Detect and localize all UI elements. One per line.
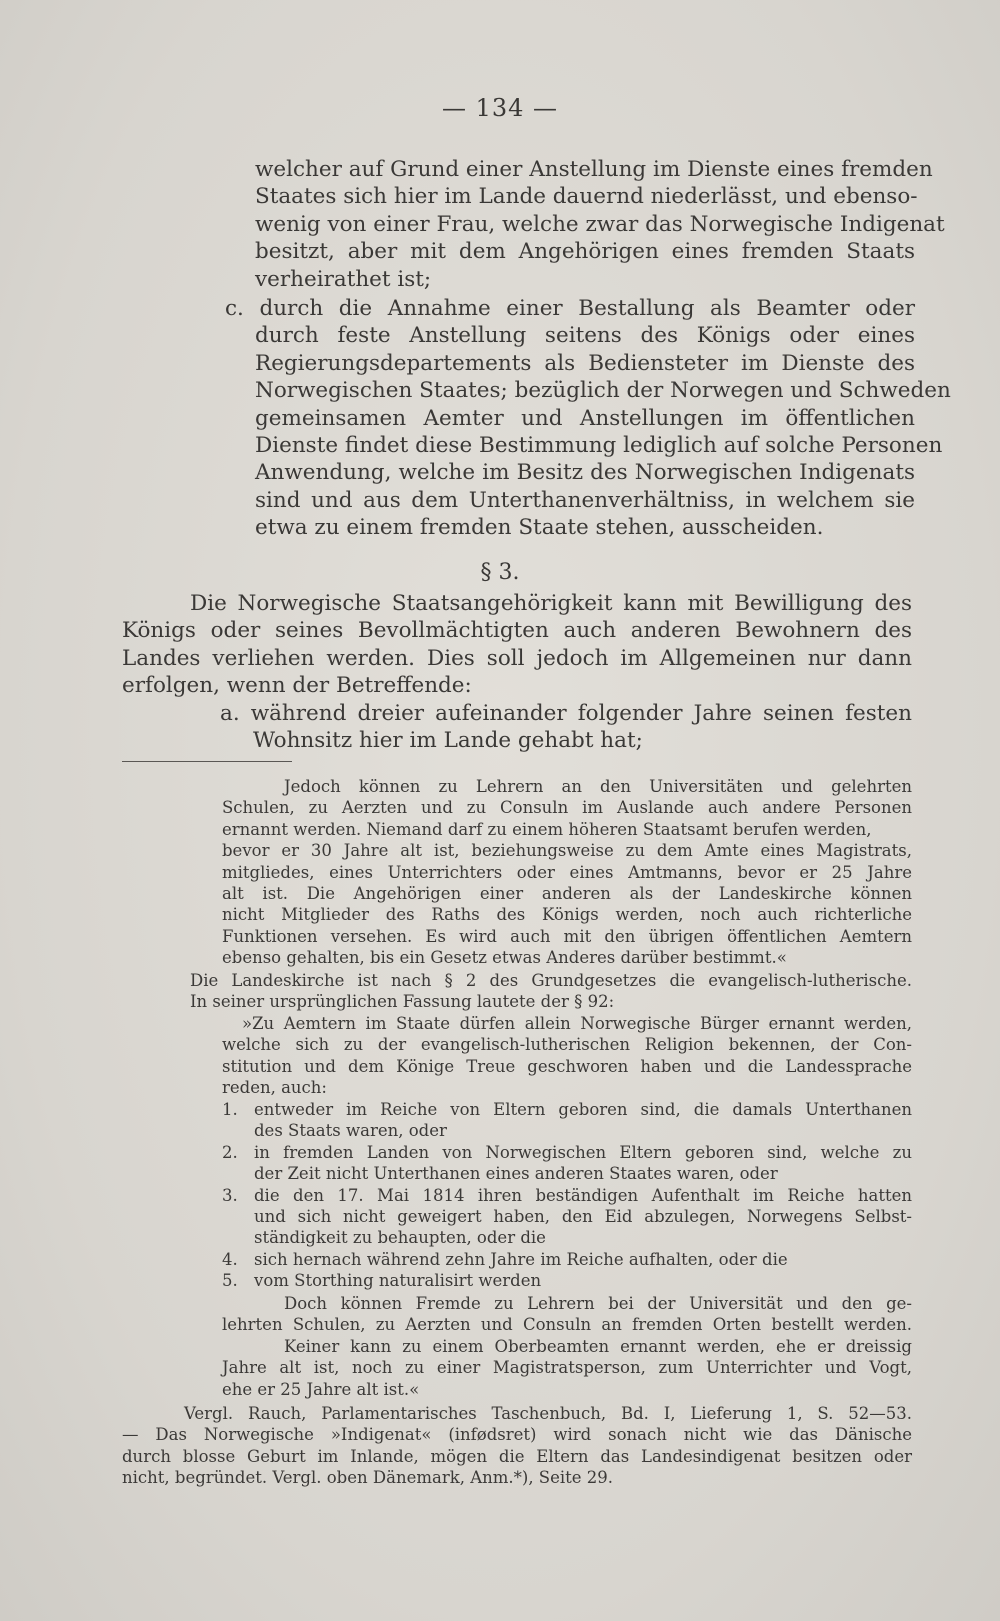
footnote-numbered-list bbox=[222, 1099, 912, 1292]
text-line: ständigkeit zu behaupten, oder die bbox=[254, 1228, 546, 1248]
text-line: Anwendung, welche im Besitz des Norwegischen Indigenats bbox=[255, 460, 915, 486]
text-line: wenig von einer Frau, welche zwar das Norwegische Indigenat bbox=[255, 211, 945, 237]
list-number: 1. bbox=[222, 1100, 238, 1119]
text-line: sind und aus dem Unterthanenverhältniss, in welchem sie bbox=[255, 487, 915, 513]
text-line: Regierungsdepartements als Bediensteter im Dienste des bbox=[255, 350, 915, 376]
text-line: des Staats waren, oder bbox=[254, 1121, 447, 1141]
text-line: Königs oder seines Bevollmächtigten auch anderen Bewohnern des bbox=[122, 618, 912, 644]
text-line: Schulen, zu Aerzten und zu Consuln im Auslande auch andere Personen bbox=[222, 798, 912, 818]
text-line: »Zu Aemtern im Staate dürfen allein Norwegische Bürger ernannt werden, bbox=[242, 1014, 912, 1033]
list-item bbox=[222, 1270, 912, 1291]
footnote-quote-end bbox=[222, 1293, 912, 1400]
text-line: besitzt, aber mit dem Angehörigen eines fremden Staats bbox=[255, 239, 915, 265]
text-line: und sich nicht geweigert haben, den Eid abzulegen, Norwegens Selbst- bbox=[254, 1207, 912, 1227]
text-line: Keiner kann zu einem Oberbeamten ernannt werden, ehe er dreissig bbox=[284, 1336, 912, 1356]
text-line: welcher auf Grund einer Anstellung im Dienste eines fremden bbox=[255, 157, 933, 182]
list-item bbox=[222, 1185, 912, 1249]
text-line: durch blosse Geburt im Inlande, mögen die Eltern das Landesindigenat besitzen oder bbox=[122, 1446, 912, 1466]
text-line: durch feste Anstellung seitens des Königs oder eines bbox=[255, 323, 915, 349]
text-line: Jahre alt ist, noch zu einer Magistratsperson, zum Unterrichter und Vogt, bbox=[222, 1358, 912, 1378]
text-line: Dienste findet diese Bestimmung lediglich auf solche Personen bbox=[255, 433, 943, 459]
text-line: reden, auch: bbox=[222, 1078, 327, 1098]
section-heading: § 3. bbox=[480, 560, 520, 585]
text-line: Vergl. Rauch, Parlamentarisches Taschenbuch, Bd. I, Lieferung 1, S. 52—53. bbox=[184, 1404, 912, 1423]
text-line: In seiner ursprünglichen Fassung lautete der § 92: bbox=[190, 992, 615, 1012]
text-line: entweder im Reiche von Eltern geboren sind, die damals Unterthanen bbox=[254, 1100, 912, 1119]
text-line: gemeinsamen Aemter und Anstellungen im öffentlichen bbox=[255, 405, 915, 431]
text-line: welche sich zu der evangelisch-lutherischen Religion bekennen, der Con- bbox=[222, 1035, 912, 1055]
text-line: stitution und dem Könige Treue geschworen haben und die Landessprache bbox=[222, 1056, 912, 1076]
text-line: — Das Norwegische »Indigenat« (infødsret) wird sonach nicht wie das Dänische bbox=[122, 1425, 912, 1445]
text-line: in fremden Landen von Norwegischen Eltern geboren sind, welche zu bbox=[254, 1142, 912, 1162]
text-line: Wohnsitz hier im Lande gehabt hat; bbox=[253, 728, 643, 754]
list-number: 3. bbox=[222, 1185, 238, 1205]
text-line: ernannt werden. Niemand darf zu einem höheren Staatsamt berufen werden, bbox=[222, 819, 872, 839]
list-number: 4. bbox=[222, 1249, 238, 1269]
list-number: 2. bbox=[222, 1142, 238, 1162]
footnote-separator bbox=[122, 761, 292, 762]
text-line: Jedoch können zu Lehrern an den Universitäten und gelehrten bbox=[284, 777, 912, 796]
text-line: a. während dreier aufeinander folgender Jahre seinen festen bbox=[220, 701, 912, 726]
text-line: ebenso gehalten, bis ein Gesetz etwas Anderes darüber bestimmt.« bbox=[222, 948, 787, 968]
footnote-continuation bbox=[222, 776, 912, 969]
text-line: Die Landeskirche ist nach § 2 des Grundgesetzes die evangelisch-lutherische. bbox=[190, 971, 912, 990]
paragraph-c bbox=[225, 295, 951, 542]
list-item bbox=[222, 1142, 912, 1185]
list-item bbox=[222, 1099, 912, 1142]
list-item bbox=[222, 1249, 912, 1270]
text-line: die den 17. Mai 1814 ihren beständigen Aufenthalt im Reiche hatten bbox=[254, 1185, 912, 1205]
text-line: Staates sich hier im Lande dauernd niederlässt, und ebenso- bbox=[255, 184, 918, 210]
text-line: Norwegischen Staates; bezüglich der Norwegen und Schweden bbox=[255, 378, 951, 404]
footnote-quote bbox=[222, 1013, 912, 1099]
paragraph-section-3 bbox=[122, 590, 912, 700]
text-line: bevor er 30 Jahre alt ist, beziehungsweise zu dem Amte eines Magistrats, bbox=[222, 841, 912, 861]
text-line: c. durch die Annahme einer Bestallung als Beamter oder bbox=[225, 296, 915, 321]
text-line: nicht Mitglieder des Raths des Königs werden, noch auch richterliche bbox=[222, 905, 912, 925]
text-line: Doch können Fremde zu Lehrern bei der Universität und den ge- bbox=[284, 1294, 912, 1313]
text-line: Funktionen versehen. Es wird auch mit den übrigen öffentlichen Aemtern bbox=[222, 926, 912, 946]
text-line: Landes verliehen werden. Dies soll jedoch im Allgemeinen nur dann bbox=[122, 645, 912, 671]
text-line: etwa zu einem fremden Staate stehen, ausscheiden. bbox=[255, 515, 824, 541]
footnote-reference bbox=[122, 1403, 912, 1489]
paragraph-b-continuation bbox=[255, 156, 945, 293]
text-line: mitgliedes, eines Unterrichters oder eines Amtmanns, bevor er 25 Jahre bbox=[222, 862, 912, 882]
text-line: nicht, begründet. Vergl. oben Dänemark, Anm.*), Seite 29. bbox=[122, 1468, 614, 1488]
text-line: vom Storthing naturalisirt werden bbox=[254, 1271, 542, 1291]
text-line: erfolgen, wenn der Betreffende: bbox=[122, 673, 472, 699]
text-line: lehrten Schulen, zu Aerzten und Consuln an fremden Orten bestellt werden. bbox=[222, 1315, 912, 1335]
text-line: sich hernach während zehn Jahre im Reiche aufhalten, oder die bbox=[254, 1249, 788, 1269]
text-line: ehe er 25 Jahre alt ist.« bbox=[222, 1379, 420, 1399]
text-line: alt ist. Die Angehörigen einer anderen als der Landeskirche können bbox=[222, 884, 912, 904]
text-line: Die Norwegische Staatsangehörigkeit kann mit Bewilligung des bbox=[190, 591, 912, 616]
list-number: 5. bbox=[222, 1271, 238, 1291]
text-line: der Zeit nicht Unterthanen eines anderen Staates waren, oder bbox=[254, 1164, 778, 1184]
paragraph-a bbox=[220, 700, 912, 755]
footnote-landeskirche bbox=[190, 970, 912, 1013]
page-number: — 134 — bbox=[441, 94, 559, 122]
text-line: verheirathet ist; bbox=[255, 266, 432, 292]
